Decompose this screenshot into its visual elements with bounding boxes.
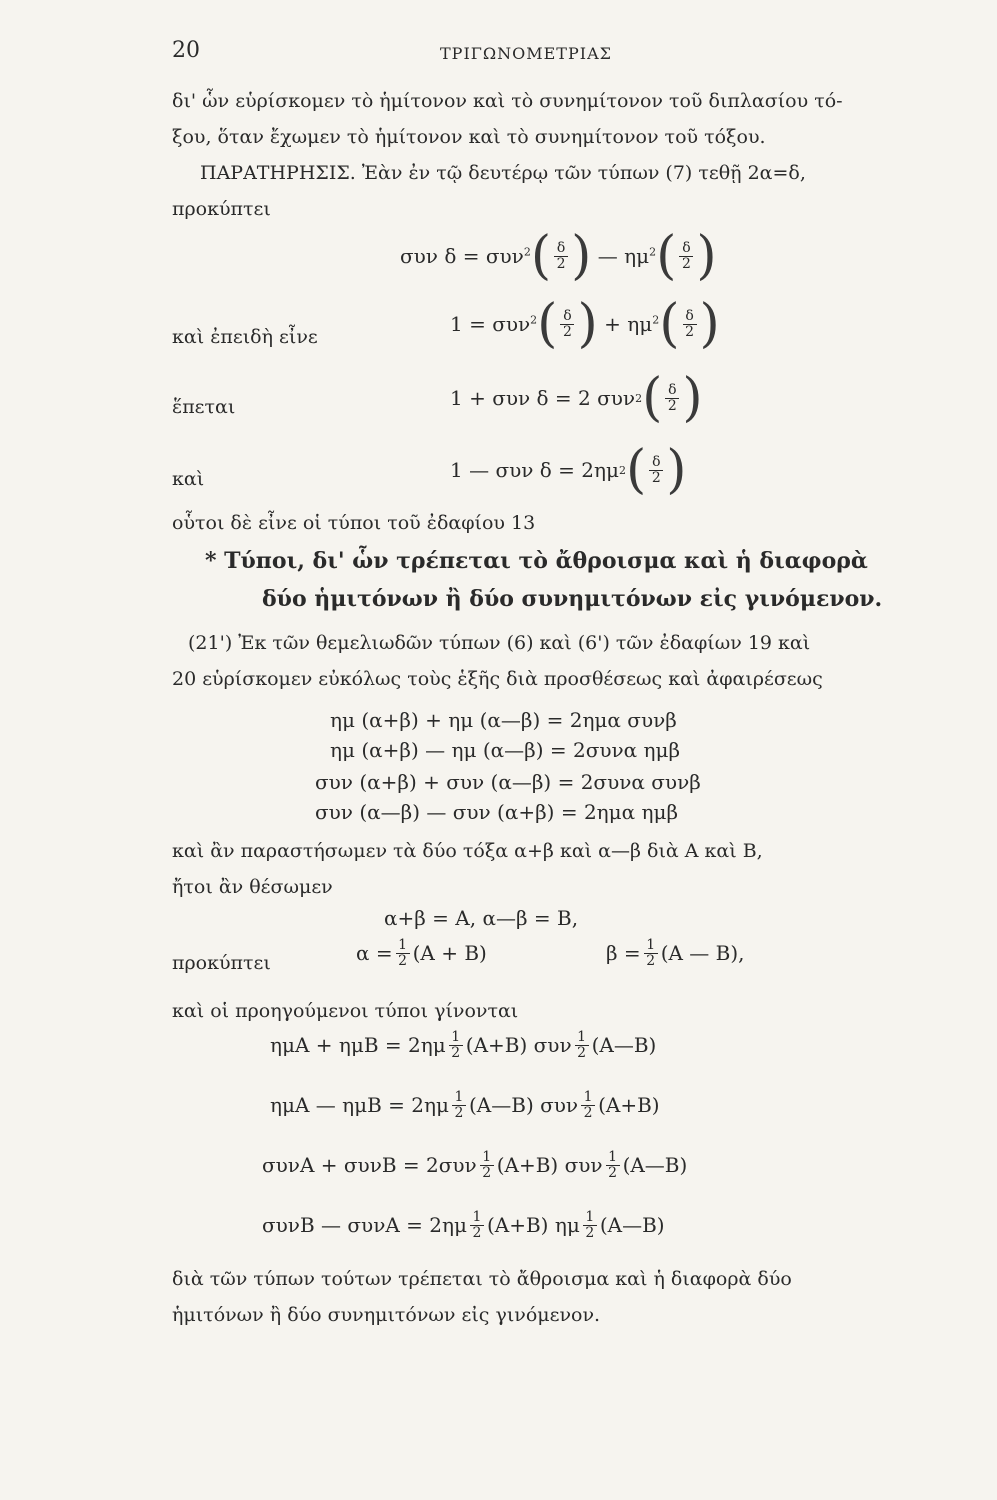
eq2-lhs: 1 =: [450, 312, 486, 336]
eq1-lhs: συν δ =: [400, 244, 480, 268]
half-angle-eq-4: 1 — συν δ = 2ημ 2 ( $\frac{\delta}{2}$ ): [450, 440, 687, 500]
half-angle-eq-3: 1 + συν δ = 2 συν 2 ( $\frac{\delta}{2}$ ): [450, 368, 703, 428]
sum-formula: συν (α—β) — συν (α+β) = 2ημα ημβ: [315, 800, 679, 824]
sum-formula: ημ (α+β) — ημ (α—β) = 2συνα ημβ: [330, 738, 681, 762]
one-half-fraction: $\frac{1}{2}$: [644, 938, 658, 968]
beta-definition: β = $\frac{1}{2}$ (Α — Β),: [606, 937, 745, 969]
formulas-become-line: καὶ οἱ προηγούμενοι τύποι γίνονται: [172, 1000, 519, 1022]
one-half-fraction: $\frac{1}{2}$: [480, 1150, 494, 1180]
half-delta-fraction: $\frac{\delta}{2}$: [649, 455, 663, 485]
intro-line-1: δι' ὧν εὑρίσκομεν τὸ ἡμίτονον καὶ τὸ συνημίτονον τοῦ διπλασίου τό-: [172, 90, 843, 112]
one-half-fraction: $\frac{1}{2}$: [581, 1090, 595, 1120]
eq4-lhs: 1 — συν δ = 2ημ: [450, 458, 619, 482]
eq3-lhs: 1 + συν δ = 2 συν: [450, 386, 636, 410]
eq2-label: καὶ ἐπειδὴ εἶνε: [172, 326, 318, 348]
half-angle-eq-1: συν δ = συν$^2$ ( $\frac{\delta}{2}$ ) — $\eta\mu^2$ ( $\frac{\delta}{2}$ ): [400, 226, 717, 286]
minus-sign: —: [597, 244, 618, 268]
alpha-definition: α = $\frac{1}{2}$ (Α + Β): [356, 937, 487, 969]
substitution-results-label: προκύπτει: [172, 952, 271, 974]
intro-line-2: ξου, ὅταν ἔχωμεν τὸ ἡμίτονον καὶ τὸ συνημίτονον τοῦ τόξου.: [172, 126, 766, 148]
substitution-line-2: ἤτοι ἂν θέσωμεν: [172, 876, 333, 898]
half-angle-eq-2: 1 = συν$^2$ ( $\frac{\delta}{2}$ ) + $\eta\mu^2$ ( $\frac{\delta}{2}$ ): [450, 294, 720, 354]
section-heading-line-1: * Τύποι, δι' ὧν τρέπεται τὸ ἄθροισμα καὶ ἡ διαφορὰ: [205, 548, 868, 574]
sum-formula: ημ (α+β) + ημ (α—β) = 2ημα συνβ: [330, 708, 677, 732]
conclusion-line-1: διὰ τῶν τύπων τούτων τρέπεται τὸ ἄθροισμα καὶ ἡ διαφορὰ δύο: [172, 1268, 792, 1290]
substitution-line-1: καὶ ἂν παραστήσωμεν τὰ δύο τόξα α+β καὶ α—β διὰ Α καὶ Β,: [172, 840, 763, 862]
eq3-label: ἕπεται: [172, 396, 236, 418]
conclusion-line-2: ἡμιτόνων ἢ δύο συνημιτόνων εἰς γινόμενον.: [172, 1304, 601, 1326]
page-number: 20: [172, 38, 200, 63]
half-delta-fraction: $\frac{\delta}{2}$: [554, 241, 568, 271]
one-half-fraction: $\frac{1}{2}$: [606, 1150, 620, 1180]
one-half-fraction: $\frac{1}{2}$: [575, 1030, 589, 1060]
product-formula: συνΑ + συνΒ = 2συν $\frac{1}{2}$ (Α+Β) συν $\frac{1}{2}$ (Α—Β): [262, 1149, 688, 1181]
one-half-fraction: $\frac{1}{2}$: [449, 1030, 463, 1060]
half-delta-fraction: $\frac{\delta}{2}$: [683, 309, 697, 339]
plus-sign: +: [604, 312, 621, 336]
half-delta-fraction: $\frac{\delta}{2}$: [665, 383, 679, 413]
eq2-sin-term: $\eta\mu^2$: [627, 312, 660, 336]
eq4-label: καὶ: [172, 468, 205, 490]
substitution-definitions: α+β = Α, α—β = Β,: [384, 906, 579, 930]
one-half-fraction: $\frac{1}{2}$: [452, 1090, 466, 1120]
sum-formula: συν (α+β) + συν (α—β) = 2συνα συνβ: [315, 770, 701, 794]
results-label: προκύπτει: [172, 198, 271, 220]
one-half-fraction: $\frac{1}{2}$: [470, 1210, 484, 1240]
section-para-line-2: 20 εὑρίσκομεν εὐκόλως τοὺς ἑξῆς διὰ προσθέσεως καὶ ἀφαιρέσεως: [172, 668, 823, 690]
running-title: ΤΡΙΓΩΝΟΜΕΤΡΙΑΣ: [440, 44, 612, 63]
section-heading-line-2: δύο ἡμιτόνων ἢ δύο συνημιτόνων εἰς γινόμενον.: [262, 586, 883, 612]
eq2-cos-term: συν$^2$: [492, 312, 538, 336]
product-formula: συνΒ — συνΑ = 2ημ $\frac{1}{2}$ (Α+Β) ημ $\frac{1}{2}$ (Α—Β): [262, 1209, 665, 1241]
product-formula: ημΑ + ημΒ = 2ημ $\frac{1}{2}$ (Α+Β) συν $\frac{1}{2}$ (Α—Β): [270, 1029, 657, 1061]
eq1-cos-term: συν$^2$: [485, 244, 531, 268]
one-half-fraction: $\frac{1}{2}$: [396, 938, 410, 968]
product-formula: ημΑ — ημΒ = 2ημ $\frac{1}{2}$ (Α—Β) συν $\frac{1}{2}$ (Α+Β): [270, 1089, 660, 1121]
one-half-fraction: $\frac{1}{2}$: [583, 1210, 597, 1240]
half-angle-closing: οὗτοι δὲ εἶνε οἱ τύποι τοῦ ἐδαφίου 13: [172, 512, 536, 534]
remark-line: ΠΑΡΑΤΗΡΗΣΙΣ. Ἐὰν ἐν τῷ δευτέρῳ τῶν τύπων (7) τεθῇ 2α=δ,: [200, 162, 806, 184]
eq1-sin-term: $\eta\mu^2$: [624, 244, 657, 268]
section-para-line-1: (21') Ἐκ τῶν θεμελιωδῶν τύπων (6) καὶ (6') τῶν ἐδαφίων 19 καὶ: [188, 632, 811, 654]
half-delta-fraction: $\frac{\delta}{2}$: [560, 309, 574, 339]
half-delta-fraction: $\frac{\delta}{2}$: [679, 241, 693, 271]
